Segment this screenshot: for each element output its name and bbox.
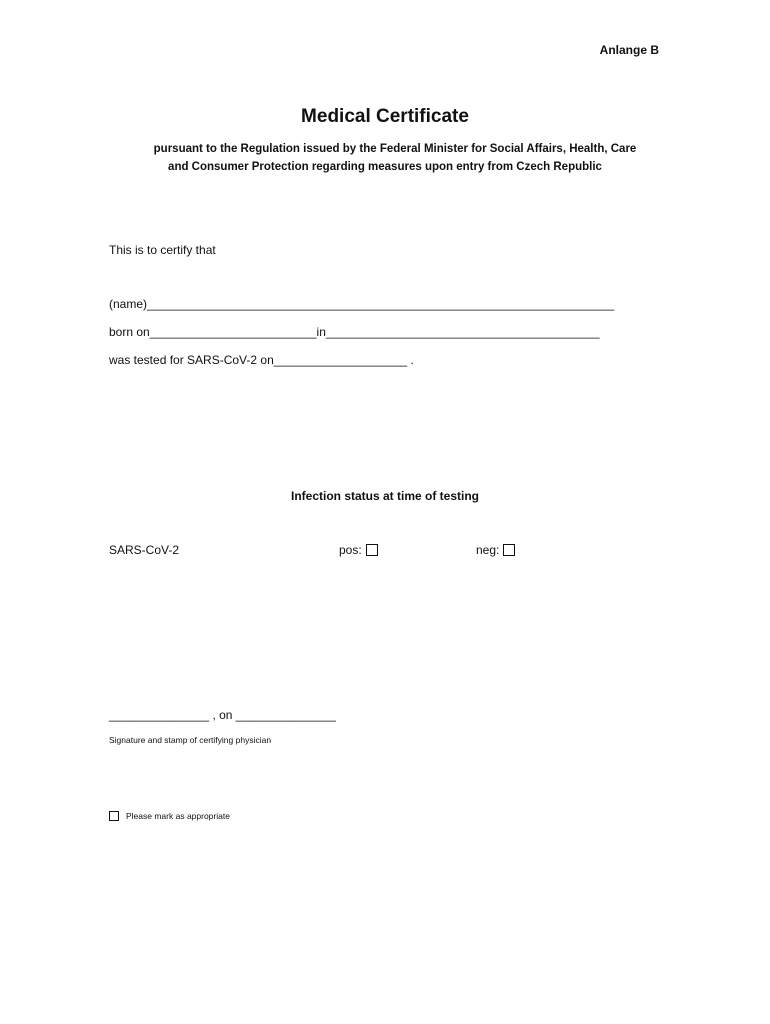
- positive-label: pos:: [339, 543, 362, 557]
- negative-checkbox[interactable]: [503, 544, 515, 556]
- infection-status-heading: Infection status at time of testing: [290, 489, 479, 503]
- signature-caption: Signature and stamp of certifying physician: [109, 735, 272, 745]
- checkbox-legend-icon: [109, 811, 119, 821]
- page-title: Medical Certificate: [301, 106, 469, 127]
- name-field-line[interactable]: (name)______________________________________________________________________: [109, 297, 615, 311]
- subtitle-line-1: pursuant to the Regulation issued by the Federal Minister for Social Affairs, Health, Care: [153, 143, 637, 155]
- positive-checkbox[interactable]: [366, 544, 378, 556]
- certify-text: This is to certify that: [109, 243, 216, 257]
- signature-date-line[interactable]: _______________ , on _______________: [109, 708, 336, 722]
- annex-label: Anlange B: [599, 43, 659, 57]
- negative-option: [476, 543, 515, 557]
- subtitle-line-2: and Consumer Protection regarding measures upon entry from Czech Republic: [168, 161, 602, 173]
- negative-label: neg:: [476, 543, 500, 557]
- sars-cov-2-label: SARS-CoV-2: [109, 543, 180, 557]
- test-date-field-line[interactable]: was tested for SARS-CoV-2 on____________________ .: [109, 353, 414, 367]
- mark-note-text: Please mark as appropriate: [126, 811, 230, 821]
- mark-note: [109, 811, 230, 821]
- birth-field-line[interactable]: born on_________________________in_________________________________________: [109, 325, 600, 339]
- positive-option: [339, 543, 378, 557]
